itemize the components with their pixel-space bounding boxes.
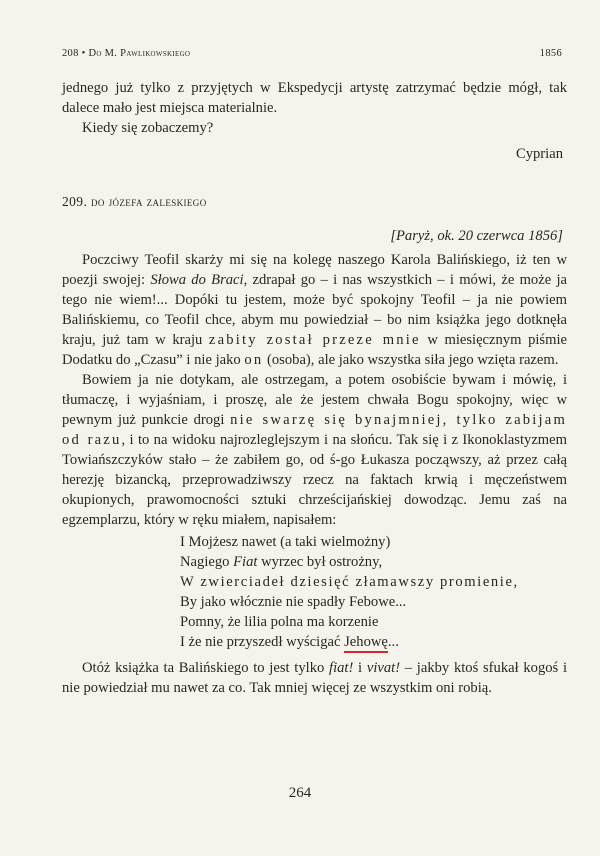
top-question: Kiedy się zobaczemy? [82, 120, 214, 136]
page-body [62, 78, 567, 698]
letter-paragraph-2 [62, 370, 567, 530]
text-run: ... [387, 634, 399, 650]
text-run: Otóż książka ta Balińskiego to jest tylko [82, 660, 330, 676]
spaced-emphasis: zabity został przeze mnie [208, 332, 421, 348]
poem-line [180, 552, 567, 572]
spaced-emphasis: nie swarzę się bynajmniej, tylko zabijam od razu [62, 412, 567, 448]
text-run: wyrzec był ostrożny, [257, 554, 383, 570]
letter-dateline: [Paryż, ok. 20 czerwca 1856] [390, 228, 563, 244]
letter-recipient: józefa zaleskiego [108, 194, 207, 209]
text-run: (osoba), ale jako wszystka siła jego wzięta razem. [263, 352, 559, 368]
signature: Cyprian [515, 146, 563, 162]
letter-paragraph-1 [62, 250, 567, 370]
running-header [62, 48, 562, 59]
header-year: 1856 [539, 48, 562, 59]
poem-line: By jako włócznie nie spadły Febowe... [180, 594, 407, 610]
header-separator: • [78, 48, 89, 59]
poem-line: Pomny, że lilia polna ma korzenie [180, 614, 379, 630]
letter-paragraph-3 [62, 658, 567, 698]
poem-line [180, 632, 567, 652]
header-left [62, 48, 190, 59]
header-to: Do [88, 48, 102, 59]
letter-to: do [91, 194, 105, 209]
text-run: , i to na widoku najrozleglejszym i na słońcu. Tak się i z Ikonoklastyzmem Towiańszczyków stało – że zabiłem go, od ś-go Łukasza począwszy, aż przez całą herezję bizancką, przeprowadziwszy rzecz na faktach krwią i męczeństwem okupionych, prawomocności sztuki chrześcijańskiej dowodząc. Jemu zaś na egzemplarzu, który w ręku miałem, napisałem: [62, 432, 567, 528]
italic-word: vivat! [366, 660, 401, 676]
text-run: Bowiem ja nie dotykam, ale ostrzegam, a potem osobiście bywam i mówię, i tłumaczę, i wyjaśniam, i proszę, ale że jestem chwała Bogu spokojny, więc w pewnym już punkcie drogi [62, 372, 567, 428]
text-run: i [353, 660, 367, 676]
spaced-emphasis: on [244, 352, 264, 368]
text-run: w miesięcznym piśmie Dodatku do „Czasu” i nie jako [62, 332, 567, 368]
poem-line: W zwierciadeł dziesięć złamawszy promienie, [180, 574, 519, 590]
text-run: Nagiego [180, 554, 234, 570]
text-run: Poczciwy Teofil skarży mi się na kolegę naszego Karola Balińskiego, iż ten w poezji swojej: [62, 252, 567, 288]
poem-line: I Mojżesz nawet (a taki wielmożny) [180, 534, 391, 550]
text-run: – jakby ktoś sfukał kogoś i nie powiedział mu nawet za co. Tak mniej więcej ze wszystkim oni robią. [62, 660, 568, 696]
work-title: Słowa do Braci [150, 272, 244, 288]
italic-word: Fiat [233, 554, 258, 570]
underlined-word: Jehowę [344, 634, 388, 653]
header-page-number: 208 [62, 48, 79, 59]
page-number: 264 [288, 785, 312, 801]
letter-heading [62, 192, 567, 212]
top-paragraph: jednego już tylko z przyjętych w Ekspedycji artystę zatrzymać będzie mógł, tak dalece mało jest miejsca materialnie. [62, 80, 567, 116]
poem [180, 532, 567, 652]
italic-word: fiat! [329, 660, 354, 676]
text-run: , zdrapał go – i nas wszystkich – i mówi, że może ja tego nie wiem!... Dopóki tu jestem, może być spokojny Teofil – ja nie powiem Balińskiemu, co Teofil chce, abym mu powiedział – bo nim książka jego dotknęła kraju, już tam w kraju [62, 272, 567, 348]
text-run: I że nie przyszedł wyścigać [180, 634, 345, 650]
header-addressee: M. Pawlikowskiego [104, 48, 191, 59]
letter-number: 209. [62, 194, 88, 209]
